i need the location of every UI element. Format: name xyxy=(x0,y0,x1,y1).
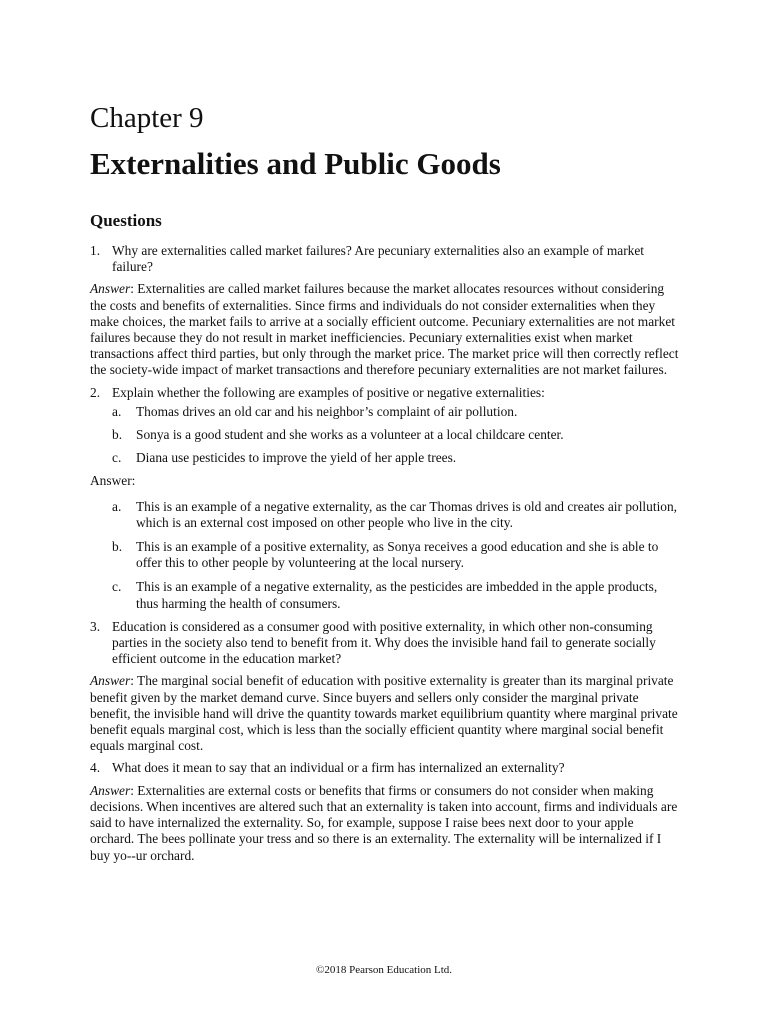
list-item xyxy=(112,539,680,571)
answer-label: Answer xyxy=(90,673,131,689)
question-2-items xyxy=(90,404,680,467)
question-number: 1. xyxy=(90,243,101,258)
question-text: Explain whether the following are examples of positive or negative externalities: xyxy=(112,384,545,400)
answer-text: : Externalities are called market failures because the market allocates resources without considering the costs and benefits of externalities. Since firms and individuals do not consider externalities when they make choices, the market fails to arrive at a socially efficient outcome. Pecuniary externalities are not market failures because they do not result in market inefficiencies. Pecuniary externalities exist when market transactions affect third parties, but only through the market price. The market price will then correctly reflect the society-wide impact of market transactions and therefore pecuniary externalities are not market failures. xyxy=(90,281,679,378)
list-item xyxy=(112,427,680,443)
item-text: This is an example of a negative externality, as the pesticides are imbedded in the apple products, thus harming the health of consumers. xyxy=(136,579,658,611)
list-item xyxy=(112,404,680,420)
question-2 xyxy=(90,385,680,401)
question-text: Why are externalities called market failures? Are pecuniary externalities also an example of market failure? xyxy=(112,243,645,275)
question-number: 4. xyxy=(90,760,101,776)
item-letter: a. xyxy=(112,498,122,514)
answer-2-items xyxy=(90,499,680,612)
answer-text: : The marginal social benefit of education with positive externality is greater than its marginal private benefit given by the market demand curve. Since buyers and sellers only consider the marginal private benefit, the invisible hand will drive the quantity towards market equilibrium quantity where marginal private benefit equals marginal cost, which is less than the socially efficient quantity where marginal social benefit equals marginal cost. xyxy=(90,673,678,754)
list-item xyxy=(112,450,680,466)
question-4 xyxy=(90,760,680,776)
item-letter: b. xyxy=(112,427,123,443)
answer-2-label-line xyxy=(90,473,680,489)
item-text: This is an example of a positive externality, as Sonya receives a good education and she is able to offer this to other people by volunteering at the local nursery. xyxy=(136,539,659,571)
questions-body xyxy=(90,243,680,870)
answer-3 xyxy=(90,673,680,754)
answer-4 xyxy=(90,783,680,864)
item-text: Thomas drives an old car and his neighbor’s complaint of air pollution. xyxy=(136,403,518,419)
item-text: Diana use pesticides to improve the yield of her apple trees. xyxy=(136,450,457,466)
chapter-label: Chapter 9 xyxy=(90,102,204,134)
question-number: 3. xyxy=(90,618,101,634)
answer-1 xyxy=(90,281,680,378)
list-item xyxy=(112,579,680,611)
item-letter: a. xyxy=(112,403,122,419)
chapter-title: Externalities and Public Goods xyxy=(90,146,501,181)
question-text: What does it mean to say that an individual or a firm has internalized an externality? xyxy=(112,760,565,776)
copyright-footer: ©2018 Pearson Education Ltd. xyxy=(315,964,453,976)
item-letter: c. xyxy=(112,450,122,466)
question-1 xyxy=(90,243,680,275)
answer-label: Answer xyxy=(90,782,131,798)
section-heading: Questions xyxy=(90,211,162,230)
list-item xyxy=(112,499,680,531)
item-text: This is an example of a negative externality, as the car Thomas drives is old and creates air pollution, which is an external cost imposed on other people who live in the city. xyxy=(136,498,678,530)
item-letter: b. xyxy=(112,539,123,555)
answer-text: : Externalities are external costs or benefits that firms or consumers do not consider when making decisions. When incentives are altered such that an externality is taken into account, firms and individuals are said to have internalized the externality. So, for example, suppose I raise bees next door to your apple orchard. The bees pollinate your tress and so there is an externality. The externality will be internalized if I buy yo--ur orchard. xyxy=(90,782,678,863)
answer-label: Answer xyxy=(90,281,131,297)
question-number: 2. xyxy=(90,384,101,400)
item-letter: c. xyxy=(112,579,122,595)
question-text: Education is considered as a consumer good with positive externality, in which other non-consuming parties in the society also tend to benefit from it. Why does the invisible hand fail to generate socially efficient outcome in the education market? xyxy=(112,618,656,667)
question-3 xyxy=(90,619,680,668)
item-text: Sonya is a good student and she works as a volunteer at a local childcare center. xyxy=(136,427,564,443)
answer-label: Answer xyxy=(90,473,132,489)
answer-suffix: : xyxy=(131,473,136,489)
